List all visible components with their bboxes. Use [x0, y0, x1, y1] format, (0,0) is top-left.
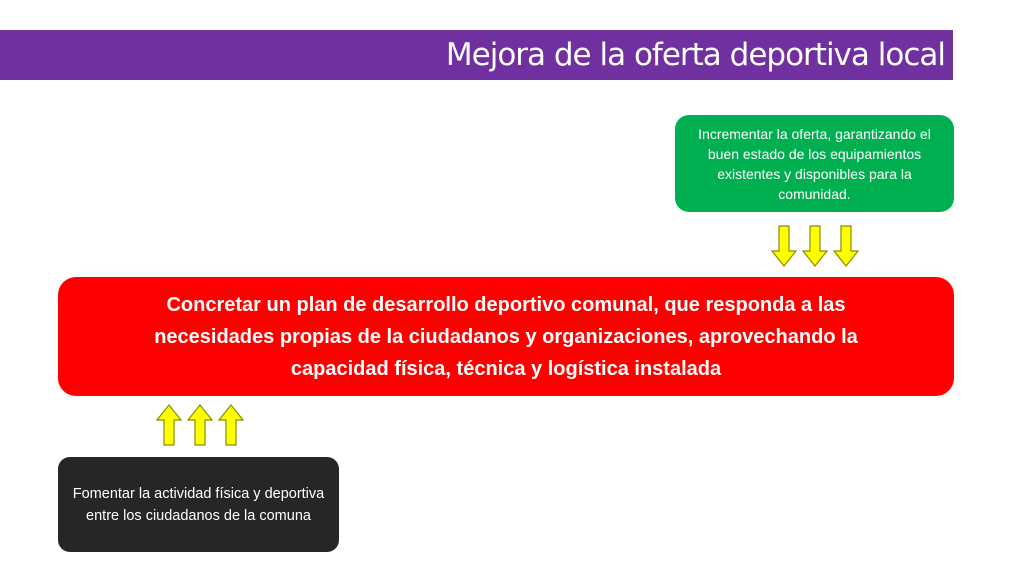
arrow-up-icon [218, 404, 244, 446]
arrow-up-icon [156, 404, 182, 446]
up-arrows-group [156, 404, 244, 446]
central-goal-text: Concretar un plan de desarrollo deportivo comunal, que responda a las necesidades propias de la ciudadanos y organizaciones, aprovechando la capacidad física, técnica y logística instalada [154, 293, 858, 380]
top-right-objective-box [675, 115, 954, 212]
slide-title: Mejora de la oferta deportiva local [445, 37, 945, 73]
down-arrows-group [771, 225, 859, 267]
arrow-down-icon [833, 225, 859, 267]
bottom-left-objective-text: Fomentar la actividad física y deportiva entre los ciudadanos de la comuna [72, 485, 325, 524]
title-bar [0, 30, 953, 80]
arrow-down-icon [802, 225, 828, 267]
bottom-left-objective-box [58, 457, 339, 552]
arrow-up-icon [187, 404, 213, 446]
central-goal-box [58, 277, 954, 396]
arrow-down-icon [771, 225, 797, 267]
top-right-objective-text: Incrementar la oferta, garantizando el buen estado de los equipamientos existentes y disponibles para la comunidad. [698, 125, 931, 202]
